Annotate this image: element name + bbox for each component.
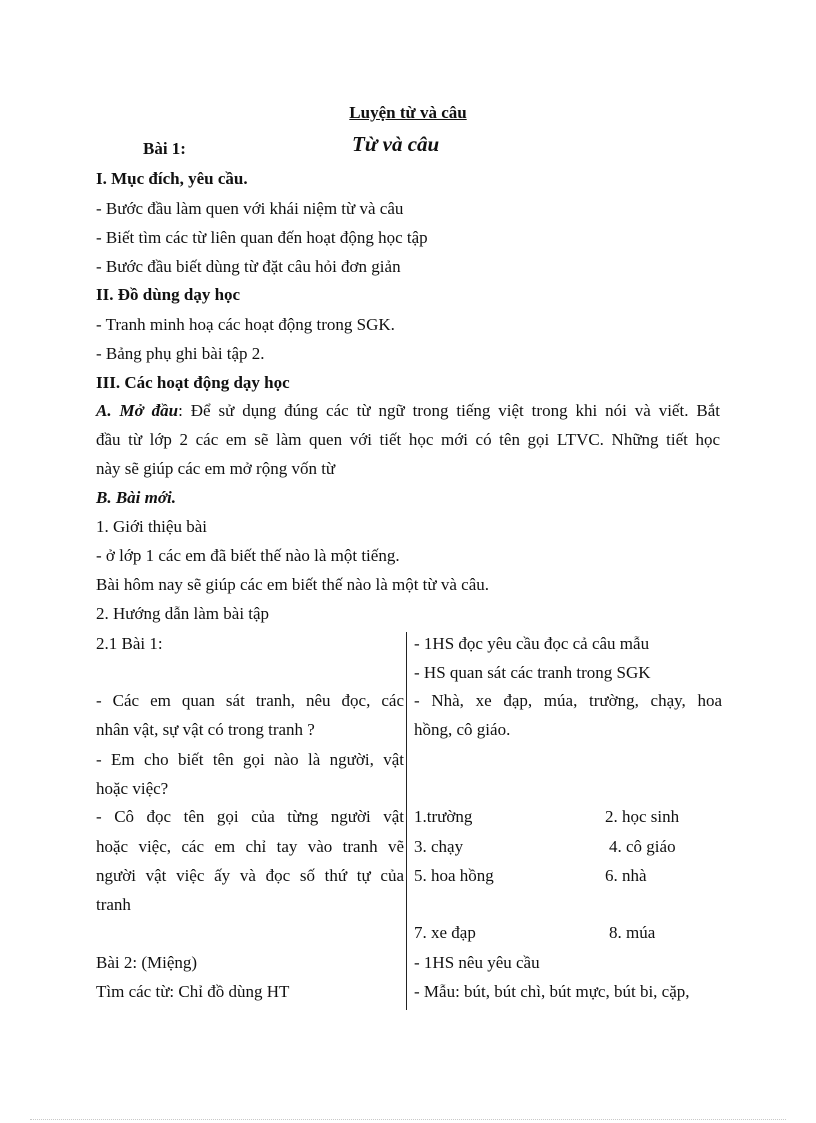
mo-dau-line: A. Mở đầu: Để sử dụng đúng các từ ngữ trong tiếng việt trong khi nói và viết. Bắt: [96, 401, 720, 420]
section2-item: - Bảng phụ ghi bài tập 2.: [96, 344, 265, 363]
body-line: 1. Giới thiệu bài: [96, 517, 207, 536]
mo-dau-line: này sẽ giúp các em mở rộng vốn từ: [96, 459, 336, 478]
numbered-item: 5. hoa hồng: [414, 866, 494, 885]
table-left-q3: - Cô đọc tên gọi của từng người vật: [96, 807, 404, 826]
numbered-item: 3. chạy: [414, 837, 464, 856]
table-left-q1: nhân vật, sự vật có trong tranh ?: [96, 720, 315, 739]
table-left-q1: - Các em quan sát tranh, nêu đọc, các: [96, 691, 404, 710]
section1-heading: I. Mục đích, yêu cầu.: [96, 169, 248, 188]
lesson-label: Bài 1:: [143, 139, 186, 158]
section1-item: - Bước đầu biết dùng từ đặt câu hỏi đơn giản: [96, 257, 401, 276]
table-right-line: - 1HS đọc yêu cầu đọc cả câu mẫu: [414, 634, 650, 653]
table-left-bai1: 2.1 Bài 1:: [96, 634, 163, 653]
mo-dau-label: A. Mở đầu: [96, 401, 179, 420]
table-left-bai2-task: Tìm các từ: Chỉ đồ dùng HT: [96, 982, 290, 1001]
body-line: Bài hôm nay sẽ giúp các em biết thế nào là một từ và câu.: [96, 575, 490, 594]
table-right-line: - HS quan sát các tranh trong SGK: [414, 663, 651, 682]
table-right-answer: - Nhà, xe đạp, múa, trường, chạy, hoa: [414, 691, 722, 710]
table-left-q3: tranh: [96, 895, 131, 914]
page-title: Luyện từ và câu: [349, 103, 467, 122]
mo-dau-line: đầu từ lớp 2 các em sẽ làm quen với tiết học mới có tên gọi LTVC. Những tiết học: [96, 430, 720, 449]
numbered-item: 7. xe đạp: [414, 923, 476, 942]
numbered-item: 4. cô giáo: [609, 837, 676, 856]
lesson-title: Từ và câu: [352, 132, 440, 156]
table-right-answer: hồng, cô giáo.: [414, 720, 511, 739]
numbered-item: 2. học sinh: [605, 807, 680, 826]
body-line: - ở lớp 1 các em đã biết thế nào là một tiếng.: [96, 546, 400, 565]
body-line: 2. Hướng dẫn làm bài tập: [96, 604, 270, 623]
table-right-line: - 1HS nêu yêu cầu: [414, 953, 540, 972]
numbered-item: 8. múa: [609, 923, 656, 942]
page-footer-rule: [30, 1119, 786, 1120]
table-left-q3: hoặc việc, các em chỉ tay vào tranh vẽ: [96, 837, 404, 856]
column-divider: [406, 632, 407, 1010]
section1-item: - Bước đầu làm quen với khái niệm từ và câu: [96, 199, 404, 218]
table-left-q2: hoặc việc?: [96, 779, 169, 798]
section1-item: - Biết tìm các từ liên quan đến hoạt động học tập: [96, 228, 428, 247]
table-left-q2: - Em cho biết tên gọi nào là người, vật: [96, 750, 404, 769]
section2-item: - Tranh minh hoạ các hoạt động trong SGK.: [96, 315, 395, 334]
bai-moi-heading: B. Bài mới.: [96, 488, 176, 507]
section3-heading: III. Các hoạt động dạy học: [96, 373, 290, 392]
numbered-item: 1.trường: [414, 807, 473, 826]
table-left-bai2: Bài 2: (Miệng): [96, 953, 198, 972]
numbered-item: 6. nhà: [605, 866, 647, 885]
section2-heading: II. Đồ dùng dạy học: [96, 285, 241, 304]
table-right-line: - Mẫu: bút, bút chì, bút mực, bút bi, cặp,: [414, 982, 690, 1001]
table-left-q3: người vật việc ấy và đọc số thứ tự của: [96, 866, 404, 885]
